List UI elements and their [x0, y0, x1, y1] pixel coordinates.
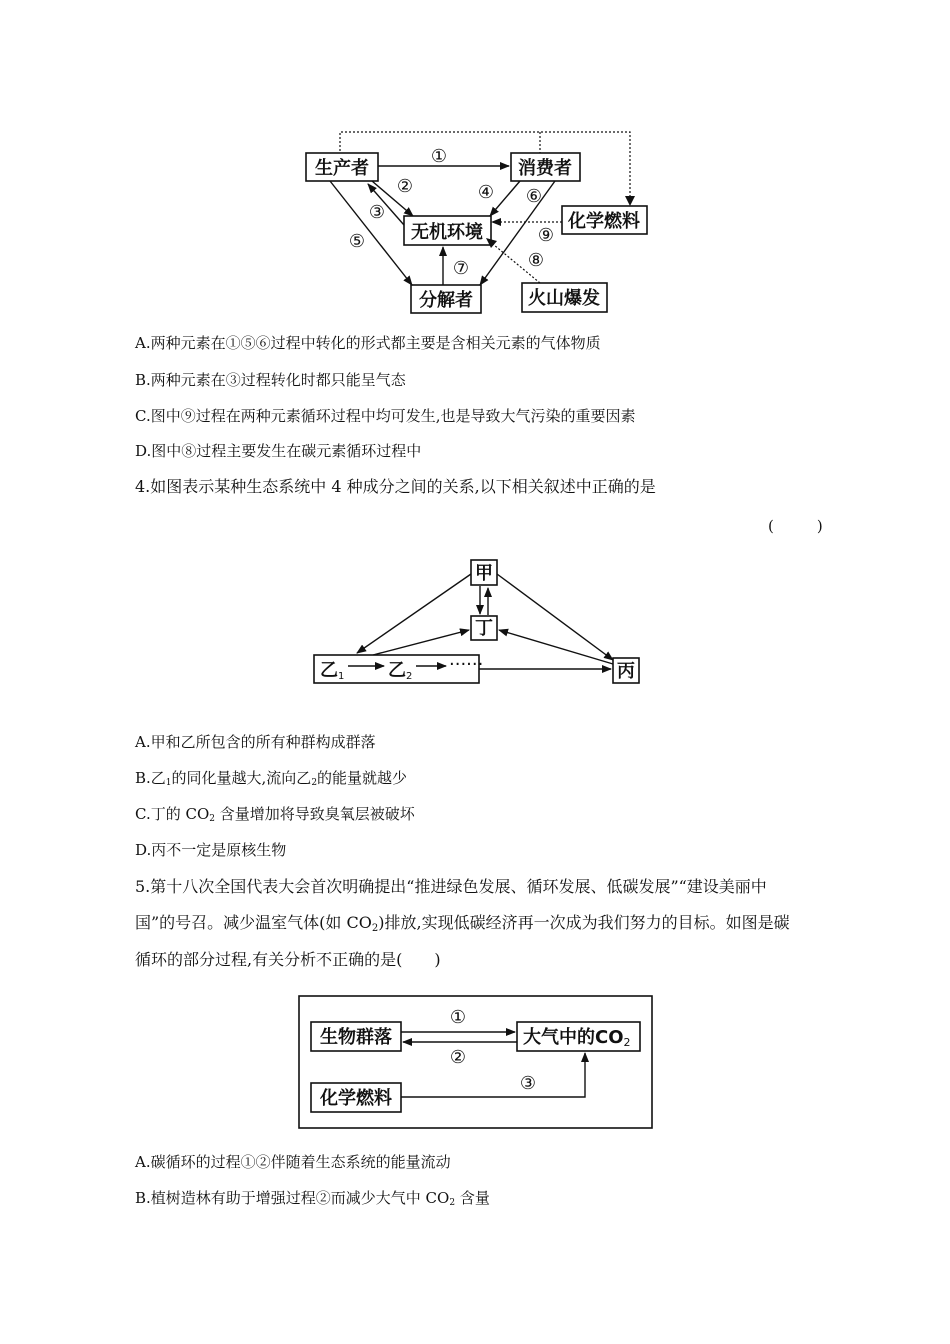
decomposer-label: 分解者 — [419, 290, 473, 311]
label-3: ③ — [368, 202, 386, 223]
label-9: ⑨ — [537, 225, 555, 246]
q4-option-d: D.丙不一定是原核生物 — [135, 841, 287, 859]
carbon-cycle-diagram — [299, 996, 652, 1128]
q3-option-c: C.图中⑨过程在两种元素循环过程中均可发生,也是导致大气污染的重要因素 — [135, 407, 636, 425]
q3-option-b: B.两种元素在③过程转化时都只能呈气态 — [135, 371, 406, 389]
arrow-4 — [490, 181, 520, 216]
q4-answer-paren: ( ) — [768, 517, 837, 535]
q5-stem-line1: 5.第十八次全国代表大会首次明确提出“推进绿色发展、循环发展、低碳发展”“建设美丽中 — [135, 877, 767, 896]
q4-option-c: C.丁的 $CO_2$ 含量增加将导致臭氧层被破坏 — [135, 805, 415, 824]
jia-label: 甲 — [475, 563, 493, 584]
four-components-diagram — [314, 560, 639, 683]
yi2-label: 乙2 — [388, 660, 413, 682]
dotted-arrowhead — [625, 196, 635, 206]
atmosphere-label: 大气中的CO2 — [523, 1027, 631, 1049]
c-label-1: ① — [449, 1007, 467, 1028]
arrow-9-head — [491, 218, 501, 226]
q4-option-b: B.乙$_1$的同化量越大,流向乙$_2$的能量就越少 — [135, 769, 408, 788]
q3-option-a: A.两种元素在①⑤⑥过程中转化的形式都主要是含相关元素的气体物质 — [135, 334, 601, 352]
environment-label: 无机环境 — [411, 222, 483, 243]
q5-option-b: B.植树造林有助于增强过程②而减少大气中 $CO_2$ 含量 — [135, 1189, 490, 1208]
arrow-jia-yi — [357, 574, 471, 653]
community-label: 生物群落 — [320, 1027, 392, 1048]
q4-stem: 4.如图表示某种生态系统中 4 种成分之间的关系,以下相关叙述中正确的是 — [135, 477, 656, 496]
label-2: ② — [396, 176, 414, 197]
ding-label: 丁 — [475, 618, 493, 639]
label-5: ⑤ — [348, 231, 366, 252]
arrow-c3 — [401, 1053, 585, 1097]
bing-label: 丙 — [617, 661, 635, 682]
arrow-yi-ding — [373, 630, 469, 655]
q5-stem-line2: 国”的号召。减少温室气体(如 $CO_2$)排放,实现低碳经济再一次成为我们努力的目标。如图是碳 — [135, 913, 790, 934]
c-label-2: ② — [449, 1047, 467, 1068]
consumer-label: 消费者 — [518, 158, 572, 179]
q4-option-a: A.甲和乙所包含的所有种群构成群落 — [135, 733, 376, 751]
q5-stem-line3: 循环的部分过程,有关分析不正确的是( ) — [135, 950, 441, 969]
label-8: ⑧ — [527, 250, 545, 271]
yi1-label: 乙1 — [320, 660, 345, 682]
label-4: ④ — [477, 182, 495, 203]
fuel-label: 化学燃料 — [568, 211, 640, 232]
producer-label: 生产者 — [315, 158, 369, 179]
q5-option-a: A.碳循环的过程①②伴随着生态系统的能量流动 — [135, 1153, 451, 1171]
label-1: ① — [430, 146, 448, 167]
label-7: ⑦ — [452, 258, 470, 279]
dots-label: ······ — [449, 654, 484, 675]
label-6: ⑥ — [525, 186, 543, 207]
q3-option-d: D.图中⑧过程主要发生在碳元素循环过程中 — [135, 442, 422, 460]
carbon-fuel-label: 化学燃料 — [320, 1088, 392, 1109]
volcano-label: 火山爆发 — [528, 288, 600, 309]
c-label-3: ③ — [519, 1073, 537, 1094]
